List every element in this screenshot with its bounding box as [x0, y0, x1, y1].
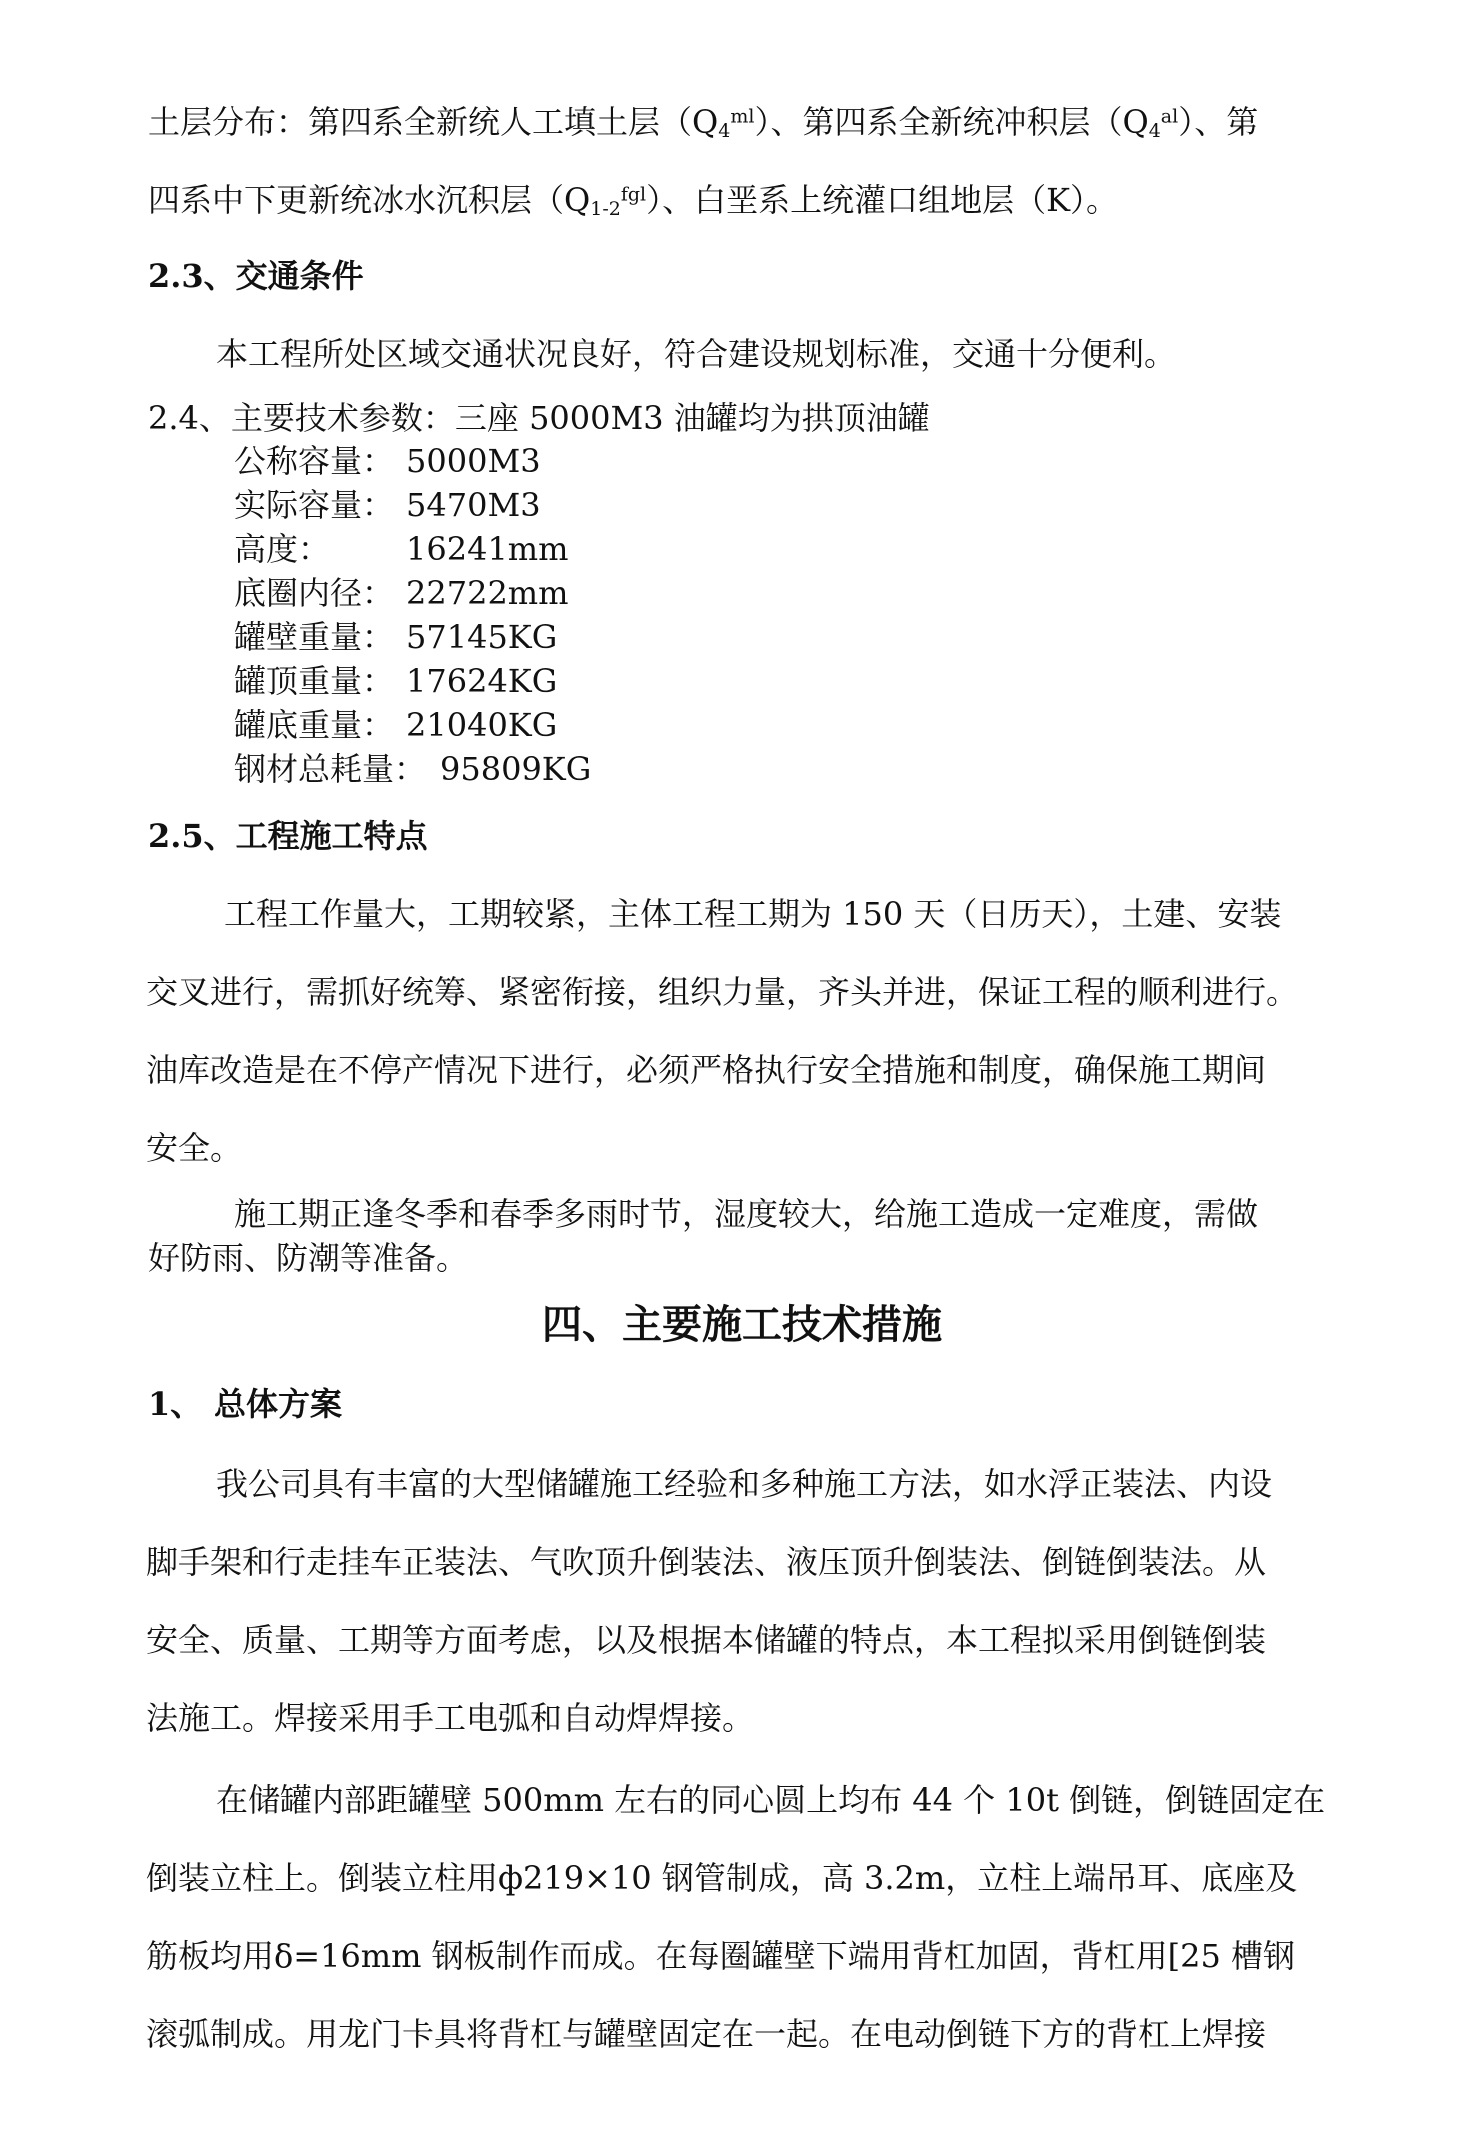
paragraph-line: 安全。: [146, 1129, 243, 1167]
paragraph-line: 油库改造是在不停产情况下进行，必须严格执行安全措施和制度，确保施工期间: [146, 1051, 1267, 1089]
paragraph-line: 筋板均用δ=16mm 钢板制作而成。在每圈罐壁下端用背杠加固，背杠用[25 槽钢: [146, 1937, 1296, 1975]
superscript: al: [1160, 105, 1179, 128]
geology-text: ）、白垩系上统灌口组地层（K）。: [646, 181, 1119, 219]
paragraph-line: 交叉进行，需抓好统筹、紧密衔接，组织力量，齐头并进，保证工程的顺利进行。: [146, 973, 1299, 1011]
section-2-5-heading: 2.5、工程施工特点: [148, 817, 428, 855]
paragraph-line: 在储罐内部距罐壁 500mm 左右的同心圆上均布 44 个 10t 倒链，倒链固定在: [216, 1781, 1326, 1819]
paragraph-line: 安全、质量、工期等方面考虑，以及根据本储罐的特点，本工程拟采用倒链倒装: [146, 1621, 1267, 1659]
param-value: 16241mm: [406, 530, 569, 568]
param-value: 5470M3: [406, 486, 541, 524]
paragraph-line: 倒装立柱上。倒装立柱用ф219×10 钢管制成，高 3.2m，立柱上端吊耳、底座及: [146, 1859, 1298, 1897]
paragraph-line: 施工期正逢冬季和春季多雨时节，湿度较大，给施工造成一定难度，需做: [234, 1195, 1259, 1233]
superscript: fgl: [620, 183, 647, 206]
subsection-heading: [148, 1384, 548, 1424]
paragraph-line: 工程工作量大，工期较紧，主体工程工期为 150 天（日历天），土建、安装: [224, 895, 1282, 933]
param-value: 95809KG: [440, 750, 592, 788]
param-label: 底圈内径：: [234, 574, 395, 612]
param-label: 罐顶重量：: [234, 662, 395, 700]
subscript: 1-2: [590, 197, 621, 220]
geology-text: 土层分布：第四系全新统人工填土层（Q: [148, 103, 719, 141]
geology-line-2: [148, 180, 1118, 220]
geology-text: ）、第: [1178, 103, 1259, 141]
param-value: 5000M3: [406, 442, 541, 480]
superscript: ml: [730, 105, 755, 128]
geology-line-1: [148, 102, 1258, 142]
paragraph-line: 脚手架和行走挂车正装法、气吹顶升倒装法、液压顶升倒装法、倒链倒装法。从: [146, 1543, 1267, 1581]
subscript: 4: [1148, 119, 1161, 142]
paragraph-line: 滚弧制成。用龙门卡具将背杠与罐壁固定在一起。在电动倒链下方的背杠上焊接: [146, 2015, 1267, 2053]
section-2-3-text: 本工程所处区域交通状况良好，符合建设规划标准，交通十分便利。: [216, 335, 1177, 373]
param-value: 57145KG: [406, 618, 558, 656]
param-label: 高度：: [234, 530, 331, 568]
param-value: 17624KG: [406, 662, 558, 700]
subscript: 4: [718, 119, 731, 142]
section-2-3-heading: 2.3、交通条件: [148, 257, 364, 295]
param-value: 22722mm: [406, 574, 569, 612]
param-label: 公称容量：: [234, 442, 395, 480]
paragraph-line: 法施工。焊接采用手工电弧和自动焊焊接。: [146, 1699, 755, 1737]
section-2-4-heading: 2.4、主要技术参数：三座 5000M3 油罐均为拱顶油罐: [148, 399, 930, 437]
subsection-title: 总体方案: [214, 1385, 343, 1423]
subsection-number: 1、: [148, 1385, 203, 1423]
param-label: 实际容量：: [234, 486, 395, 524]
param-label: 罐底重量：: [234, 706, 395, 744]
paragraph-line: 我公司具有丰富的大型储罐施工经验和多种施工方法，如水浮正装法、内设: [216, 1465, 1273, 1503]
geology-text: 四系中下更新统冰水沉积层（Q: [148, 181, 591, 219]
parameter-list: [234, 441, 834, 801]
paragraph-line: 好防雨、防潮等准备。: [148, 1239, 469, 1277]
param-label: 罐壁重量：: [234, 618, 395, 656]
geology-text: ）、第四系全新统冲积层（Q: [754, 103, 1149, 141]
chapter-title: 四、主要施工技术措施: [542, 1301, 942, 1348]
param-label: 钢材总耗量：: [234, 750, 427, 788]
param-value: 21040KG: [406, 706, 558, 744]
